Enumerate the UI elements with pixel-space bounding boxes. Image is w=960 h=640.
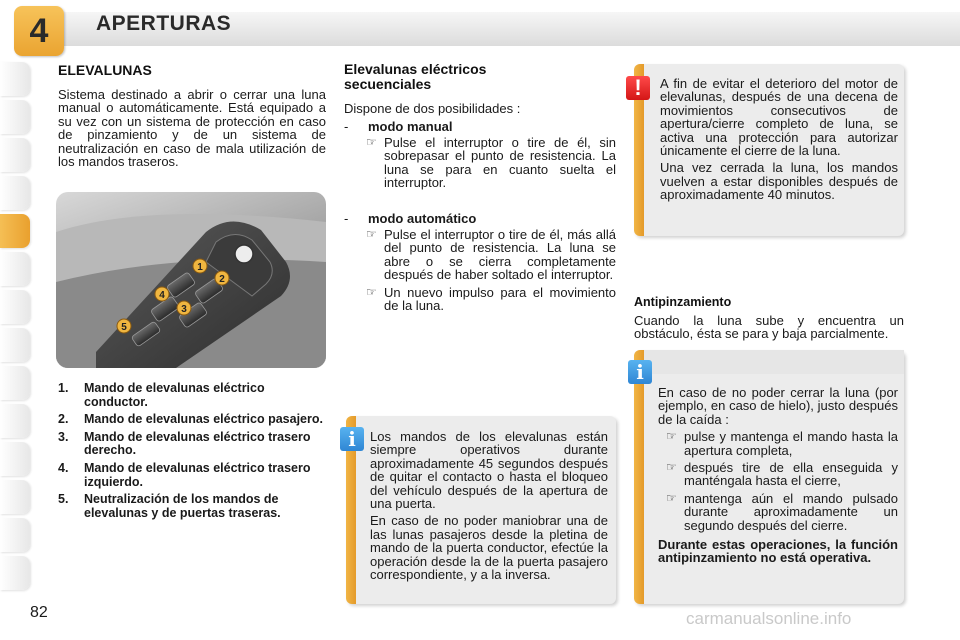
side-tab-2[interactable] xyxy=(0,100,30,134)
possibilities-intro: Dispone de dos posibilidades : xyxy=(344,101,521,116)
antipinch-text: Cuando la luna sube y encuentra un obstáculo, ésta se para y baja parcialmente. xyxy=(634,313,904,342)
section-heading-elevalunas: ELEVALUNAS xyxy=(58,62,152,78)
info-note-box xyxy=(346,416,616,604)
section-heading-secuenciales xyxy=(344,62,486,92)
warning-note-paragraph-2: Una vez cerrada la luna, los mandos vuelven a estar disponibles después de aproximadamente 40 minutos. xyxy=(660,160,898,203)
pointer-icon: ☞ xyxy=(366,284,377,299)
side-tab-6[interactable] xyxy=(0,252,30,286)
list-item xyxy=(658,492,898,532)
door-panel-drawing xyxy=(56,192,326,368)
manual-mode-title xyxy=(344,120,616,133)
bullet-text: Un nuevo impulso para el movimiento de la luna. xyxy=(384,284,616,314)
bullet-text: mantenga aún el mando pulsado durante aproximadamente un segundo después del cierre. xyxy=(684,490,898,533)
bullet-text: pulse y mantenga el mando hasta la apertura completa, xyxy=(684,429,898,458)
side-tab-4[interactable] xyxy=(0,176,30,210)
list-item xyxy=(358,286,616,313)
list-item-number: 4. xyxy=(58,460,69,475)
chapter-badge xyxy=(14,6,64,56)
info-note-paragraph-1: Los mandos de los elevalunas están siempre operativos durante aproximadamente 45 segundos después de quitar el contacto o hasta el bloqueo del vehículo después de la apertura de una puerta. xyxy=(370,429,608,512)
manual-mode-label: modo manual xyxy=(367,119,453,134)
side-tab-13[interactable] xyxy=(0,518,30,552)
warning-note-paragraph-1: A fin de evitar el deterioro del motor de elevalunas, después de una decena de movimientos consecutivos de apertura/cierre completo de luna, se activa una protección para autorizar únicamente el cierre de la luna. xyxy=(660,76,898,159)
callout-2 xyxy=(215,271,229,285)
list-item xyxy=(658,430,898,457)
list-item-text: Mando de elevalunas eléctrico trasero derecho. xyxy=(84,429,311,458)
manual-mode-bullet xyxy=(358,136,616,190)
info-note-box-right xyxy=(634,350,904,604)
list-item-number: 1. xyxy=(58,381,69,395)
list-item-text: Mando de elevalunas eléctrico pasajero. xyxy=(84,412,323,427)
list-item xyxy=(58,413,326,427)
callout-5 xyxy=(117,319,131,333)
dash: - xyxy=(344,211,349,226)
page-number: 82 xyxy=(30,604,48,621)
info-footer: Durante estas operaciones, la función antipinzamiento no está operativa. xyxy=(658,537,898,566)
side-tab-8[interactable] xyxy=(0,328,30,362)
note-top-band xyxy=(644,350,904,374)
antipinch-heading: Antipinzamiento xyxy=(634,295,732,309)
side-tab-11[interactable] xyxy=(0,442,30,476)
heading-line-2: secuenciales xyxy=(344,76,432,92)
svg-text:2: 2 xyxy=(219,274,225,285)
svg-text:4: 4 xyxy=(159,290,165,301)
list-item xyxy=(58,462,326,489)
window-switch-illustration xyxy=(56,192,326,368)
auto-mode-title xyxy=(344,212,616,225)
list-item-text: Mando de elevalunas eléctrico conductor. xyxy=(84,381,265,409)
side-tab-3[interactable] xyxy=(0,138,30,172)
info-icon: i xyxy=(628,360,652,384)
side-tab-1[interactable] xyxy=(0,62,30,96)
pointer-icon: ☞ xyxy=(366,227,377,241)
heading-line-1: Elevalunas eléctricos xyxy=(344,61,487,77)
list-item xyxy=(58,493,326,520)
info-intro: En caso de no poder cerrar la luna (por ejemplo, en caso de hielo), justo después de la caída : xyxy=(658,385,898,427)
side-tab-12[interactable] xyxy=(0,480,30,514)
list-item-text: Neutralización de los mandos de elevalunas y de puertas traseras. xyxy=(84,492,281,520)
manual-mode-text: Pulse el interruptor o tire de él, sin sobrepasar el punto de resistencia. La luna se para en cuanto suelta el interruptor. xyxy=(384,135,616,191)
side-tab-9[interactable] xyxy=(0,366,30,400)
side-tab-7[interactable] xyxy=(0,290,30,324)
list-item-text: Mando de elevalunas eléctrico trasero izquierdo. xyxy=(84,460,311,489)
dash: - xyxy=(344,119,349,134)
auto-mode-label: modo automático xyxy=(367,211,477,226)
warning-note-text xyxy=(660,77,898,202)
warning-note-box xyxy=(634,64,904,236)
elevalunas-intro: Sistema destinado a abrir o cerrar una luna manual o automáticamente. Está equipado a su vez con un sistema de protección en caso de pinzamiento y de un sistema de neutralización en caso de mala utilización de los mandos traseros. xyxy=(58,87,326,170)
info-note-right-text xyxy=(658,386,898,565)
callout-1 xyxy=(193,259,207,273)
bullet-text: Pulse el interruptor o tire de él, más allá del punto de resistencia. La luna se abre o se cierra completamente después de haber soltado el interruptor. xyxy=(384,227,616,283)
side-tab-10[interactable] xyxy=(0,404,30,438)
svg-text:1: 1 xyxy=(197,262,203,273)
page-title: APERTURAS xyxy=(96,12,232,35)
auto-mode-bullets xyxy=(358,228,616,312)
callout-4 xyxy=(155,287,169,301)
note-accent-bar xyxy=(634,350,644,604)
pointer-icon: ☞ xyxy=(666,429,677,444)
info-icon: i xyxy=(340,427,364,451)
list-item xyxy=(58,431,326,458)
watermark-text: carmanualsonline.info xyxy=(686,609,852,628)
side-tab-14[interactable] xyxy=(0,556,30,590)
info-note-text xyxy=(370,430,608,581)
info-note-paragraph-2: En caso de no poder maniobrar una de las lunas pasajeros desde la pletina de mando de la puerta conductor, efectúe la operación desde la de la puerta pasajero correspondiente, y a la inversa. xyxy=(370,513,608,583)
bullet-text: después tire de ella enseguida y manténgala hasta el cierre, xyxy=(684,460,898,489)
list-item-number: 2. xyxy=(58,412,69,427)
controls-legend-list xyxy=(58,382,326,524)
pointer-icon: ☞ xyxy=(666,490,677,505)
pointer-icon: ☞ xyxy=(666,460,677,475)
pointer-icon: ☞ xyxy=(366,135,377,149)
list-item xyxy=(58,382,326,409)
callout-3 xyxy=(177,301,191,315)
chapter-number: 4 xyxy=(29,12,49,50)
list-item-number: 3. xyxy=(58,429,69,444)
warning-icon: ! xyxy=(626,76,650,100)
svg-text:5: 5 xyxy=(121,322,127,333)
side-tab-5-active[interactable] xyxy=(0,214,30,248)
svg-text:3: 3 xyxy=(181,304,187,315)
list-item xyxy=(358,228,616,282)
list-item-number: 5. xyxy=(58,492,69,507)
list-item xyxy=(658,461,898,488)
